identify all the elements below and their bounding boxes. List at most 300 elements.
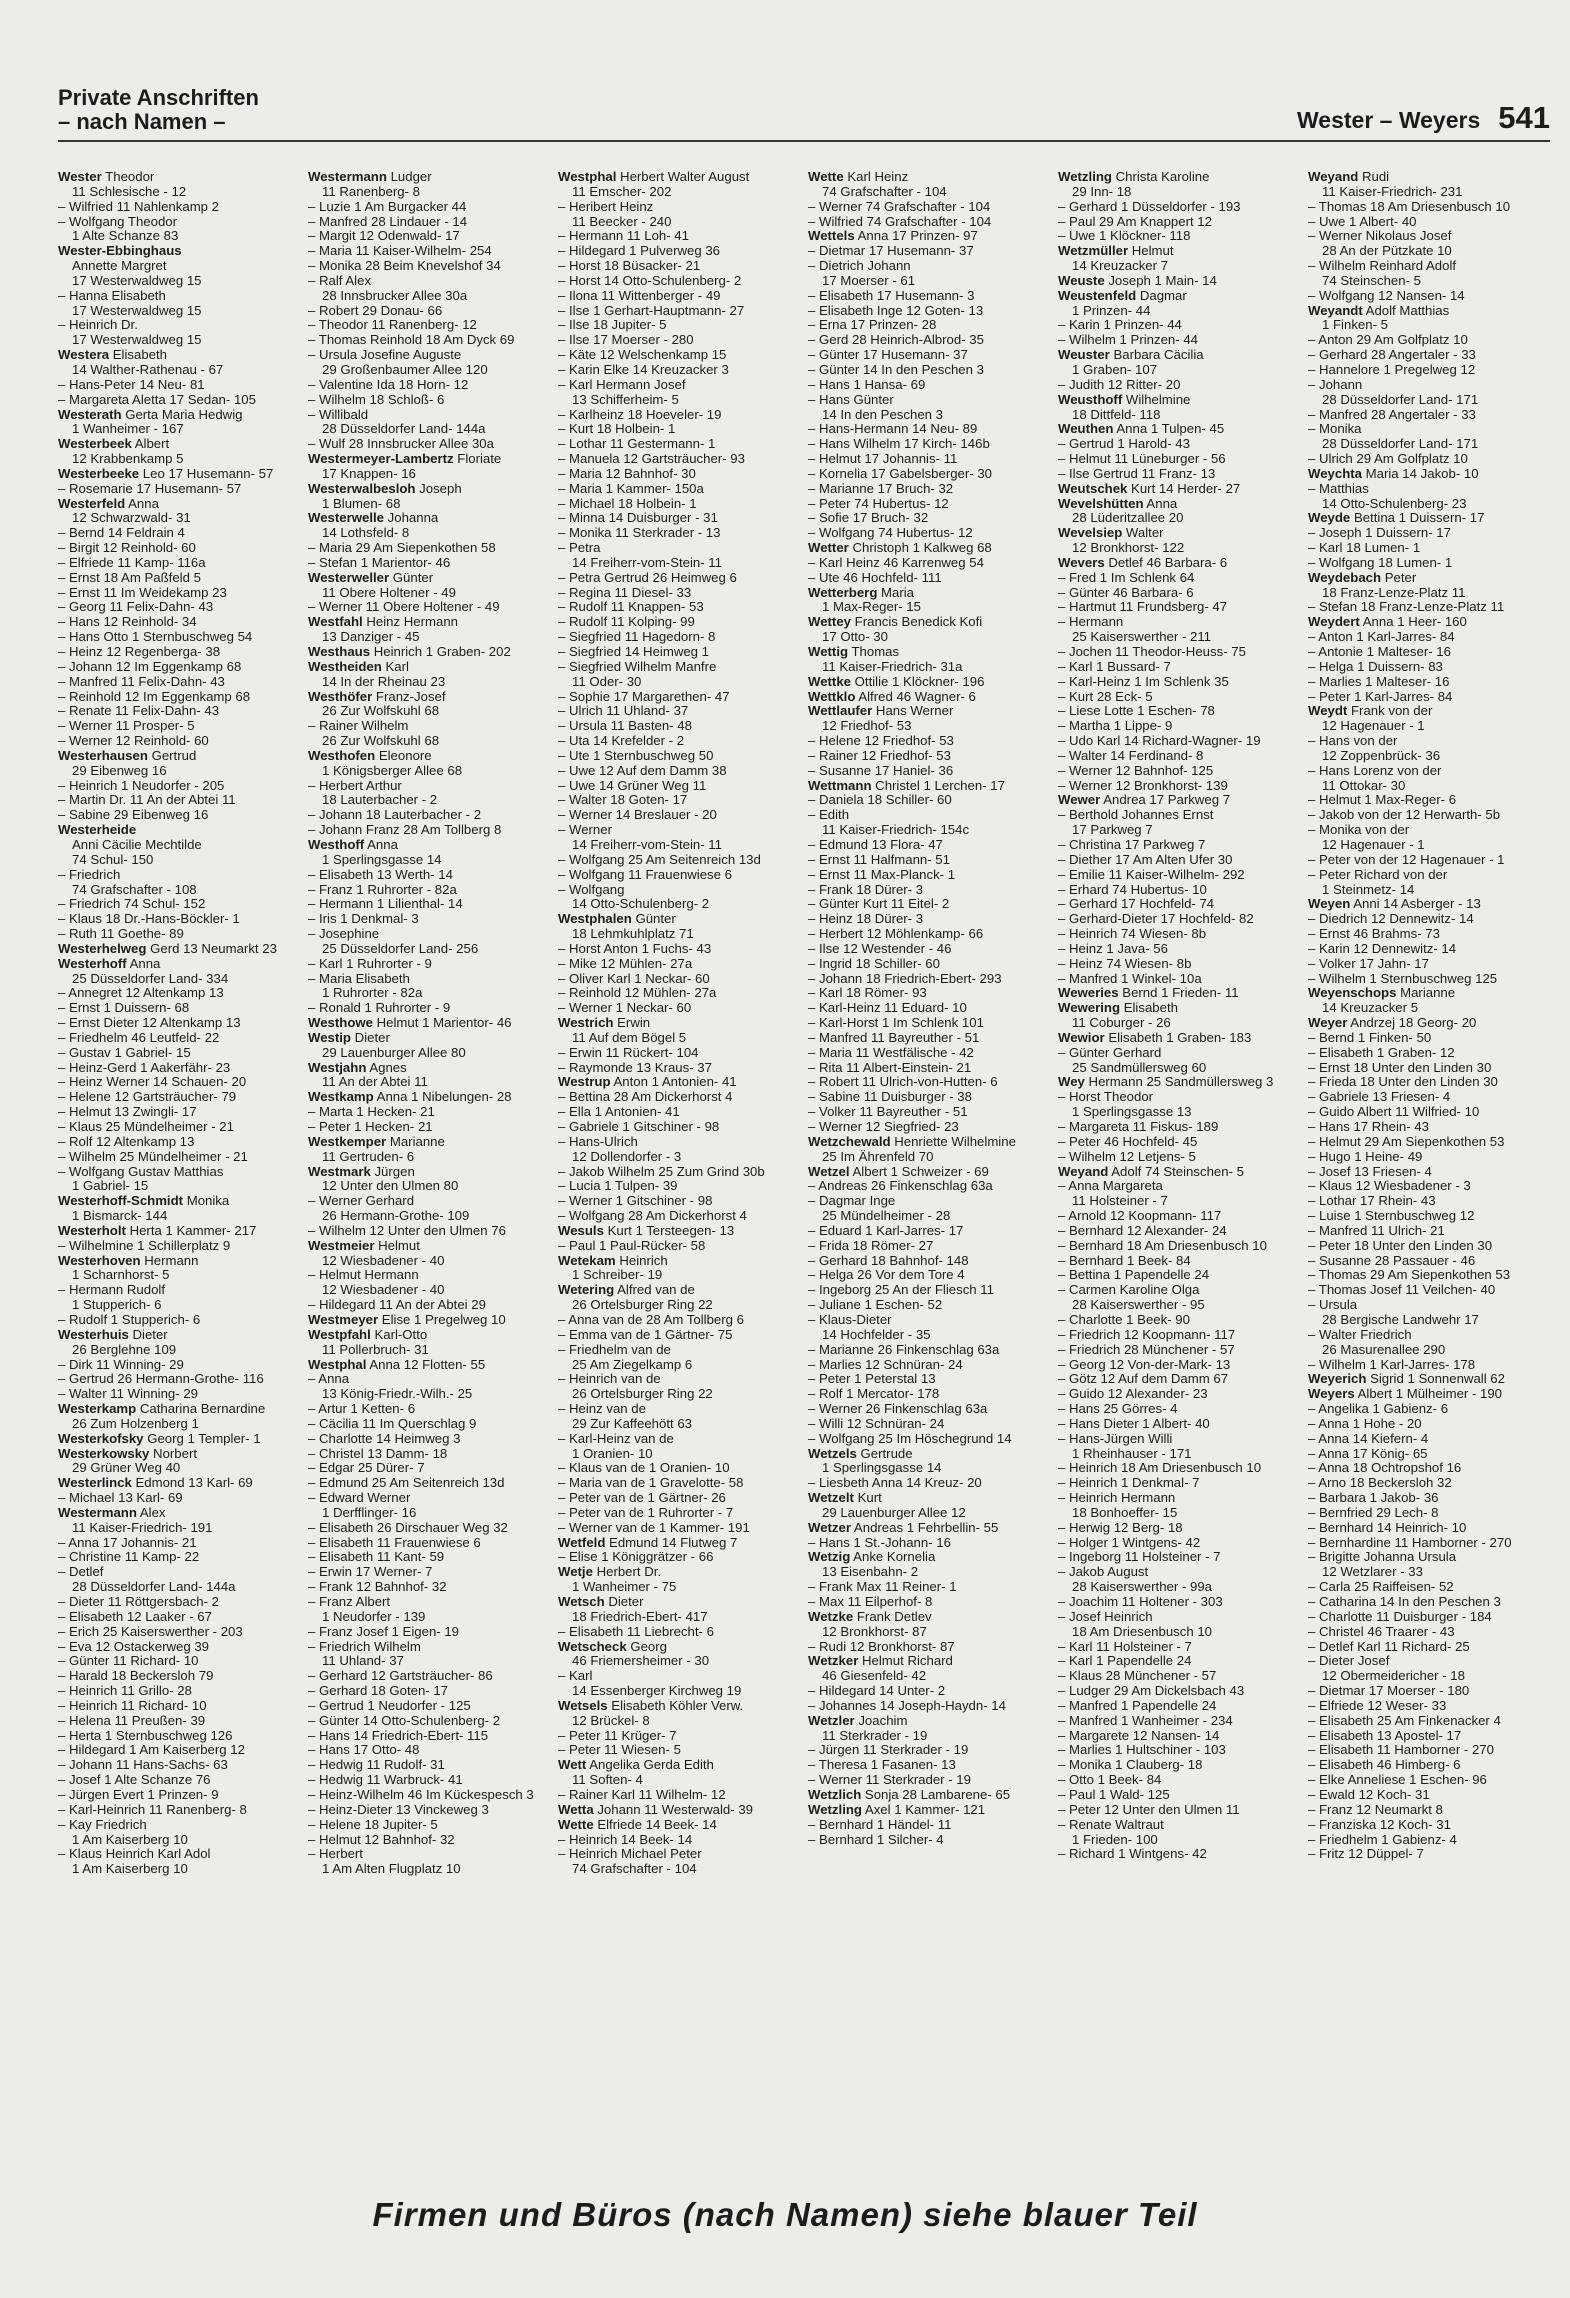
listing-surname: Westheiden [308, 659, 382, 674]
listing-entry: 18 Lauterbacher - 2 [322, 793, 438, 808]
listing-entry: – Franz Josef 1 Eigen- 19 [308, 1624, 460, 1639]
listing-entry: – Bernhard 12 Alexander- 24 [1058, 1223, 1227, 1238]
listing-entry: – Hans Otto 1 Sternbuschweg 54 [58, 630, 253, 645]
listing-entry: Weyde Bettina 1 Duissern- 17 [1308, 511, 1485, 526]
listing-entry: – Erich 25 Kaiserswerther - 203 [58, 1624, 243, 1639]
listing-entry: 12 Friedhof- 53 [822, 719, 912, 734]
listing-entry: Weyen Anni 14 Asberger - 13 [1308, 897, 1481, 912]
listing-entry: Westerhoff Anna [58, 956, 161, 971]
listing-entry: – Helene 12 Gartsträucher- 79 [58, 1090, 237, 1105]
listing-entry: – Volker 17 Jahn- 17 [1308, 956, 1429, 971]
listing-surname: Weyand [1308, 170, 1359, 184]
listing-entry: – Wilhelmine 1 Schillerplatz 9 [58, 1238, 231, 1253]
listing-entry: – Wolfgang 18 Lumen- 1 [1308, 555, 1453, 570]
listing-entry: – Götz 12 Auf dem Damm 67 [1058, 1372, 1229, 1387]
listing-entry: 25 Düsseldorfer Land- 334 [72, 971, 229, 986]
listing-surname: Westerwalbesloh [308, 481, 416, 496]
listing-entry: 1 Frieden- 100 [1072, 1832, 1158, 1847]
listing-entry: – Klaus 12 Wiesbadener - 3 [1308, 1179, 1471, 1194]
listing-entry: – Matthias [1308, 481, 1369, 496]
listing-entry: – Ursula 11 Basten- 48 [558, 719, 692, 734]
listing-entry: – Jakob Wilhelm 25 Zum Grind 30b [558, 1164, 765, 1179]
listing-entry: Wettels Anna 17 Prinzen- 97 [808, 229, 978, 244]
listing-entry: – Fritz 12 Düppel- 7 [1308, 1847, 1424, 1862]
listing-entry: 17 Westerwaldweg 15 [72, 273, 202, 288]
listing-entry: – Thomas Reinhold 18 Am Dyck 69 [308, 333, 515, 348]
listing-entry: – Ludger 29 Am Dickelsbach 43 [1058, 1684, 1245, 1699]
listing-entry: – Heinz van de [558, 1402, 646, 1417]
listing-entry: – Peter van de 1 Ruhrorter - 7 [558, 1505, 734, 1520]
listing-entry: – Elfriede 12 Weser- 33 [1308, 1698, 1447, 1713]
listing-entry: – Josef 1 Alte Schanze 76 [58, 1773, 211, 1788]
listing-entry: 12 Wiesbadener - 40 [322, 1253, 445, 1268]
listing-entry: – Ulrich 29 Am Golfplatz 10 [1308, 452, 1468, 467]
listing-entry: Wewering Elisabeth [1058, 1001, 1178, 1016]
listing-entry: 26 Ortelsburger Ring 22 [572, 1298, 713, 1313]
listing-entry: – Margit 12 Odenwald- 17 [308, 229, 460, 244]
listing-surname: Wetzelt [808, 1491, 854, 1506]
listing-entry: Westkemper Marianne [308, 1134, 445, 1149]
listing-entry: Wetekam Heinrich [558, 1253, 668, 1268]
listing-entry: Wetzelt Kurt [808, 1491, 882, 1506]
listing-surname: Weychta [1308, 466, 1362, 481]
listing-entry: – Lothar 11 Gestermann- 1 [558, 437, 716, 452]
listing-entry: – Horst 14 Otto-Schulenberg- 2 [558, 273, 742, 288]
listing-entry: – Ernst 46 Brahms- 73 [1308, 927, 1440, 942]
listing-surname: Wevers [1058, 555, 1105, 570]
listing-entry: – Johannes 14 Joseph-Haydn- 14 [808, 1698, 1006, 1713]
listing-entry: – Regina 11 Diesel- 33 [558, 585, 692, 600]
listing-surname: Weustenfeld [1058, 288, 1137, 303]
listing-entry: – Thomas Josef 11 Veilchen- 40 [1308, 1283, 1496, 1298]
listing-entry: 28 Innsbrucker Allee 30a [322, 288, 468, 303]
header-rule [58, 140, 1550, 142]
listing-entry: Westerath Gerta Maria Hedwig [58, 407, 243, 422]
listing-entry: – Paul 1 Paul-Rücker- 58 [558, 1238, 706, 1253]
listing-entry: 17 Knappen- 16 [322, 466, 416, 481]
listing-entry: – Annegret 12 Altenkamp 13 [58, 986, 224, 1001]
listing-entry: 11 Gertruden- 6 [322, 1149, 415, 1164]
listing-entry: – Gertrud 1 Harold- 43 [1058, 437, 1190, 452]
listing-entry: – Andreas 26 Finkenschlag 63a [808, 1179, 993, 1194]
listing-entry: 74 Grafschafter - 104 [822, 184, 947, 199]
listing-entry: – Johann [1308, 377, 1363, 392]
listing-entry: 26 Zur Wolfskuhl 68 [322, 704, 440, 719]
listing-entry: 17 Parkweg 7 [1072, 823, 1153, 838]
listing-surname: Wester [58, 170, 102, 184]
listing-entry: – Hans 1 St.-Johann- 16 [808, 1535, 951, 1550]
listing-entry: Wester Theodor [58, 170, 155, 184]
listing-surname: Wettlaufer [808, 704, 873, 719]
listing-entry: – Maria 1 Kammer- 150a [558, 481, 704, 496]
listing-entry: – Hugo 1 Heine- 49 [1308, 1149, 1423, 1164]
listing-entry: – Wolfgang Gustav Matthias [58, 1164, 224, 1179]
listing-entry: Westera Elisabeth [58, 348, 167, 363]
listing-entry: – Werner Nikolaus Josef [1308, 229, 1452, 244]
listing-entry: – Elisabeth 11 Kant- 59 [308, 1550, 445, 1565]
listing-entry: – Arnold 12 Koopmann- 117 [1058, 1209, 1222, 1224]
listing-entry: – Martha 1 Lippe- 9 [1058, 719, 1173, 734]
listing-entry: – Johann 11 Hans-Sachs- 63 [58, 1758, 228, 1773]
listing-entry: 1 Oranien- 10 [572, 1446, 653, 1461]
section-title-line2: – nach Namen – [58, 109, 226, 134]
listing-entry: – Ulrich 11 Uhland- 37 [558, 704, 689, 719]
listing-surname: Westhoff [308, 837, 365, 852]
listing-entry: – Bernhard 14 Heinrich- 10 [1308, 1520, 1467, 1535]
listing-entry: – Ingeborg 25 An der Fliesch 11 [808, 1283, 994, 1298]
listing-entry: Wetzling Christa Karoline [1058, 170, 1210, 184]
listing-surname: Wettig [808, 645, 849, 659]
listing-entry: – Antonie 1 Malteser- 16 [1308, 645, 1451, 659]
listing-surname: Westerkamp [58, 1402, 137, 1417]
listing-entry: – Werner 12 Siegfried- 23 [808, 1120, 959, 1134]
listing-entry: – Horst Anton 1 Fuchs- 43 [558, 941, 712, 956]
listing-entry: – Maria Elisabeth [308, 971, 410, 986]
listing-entry: Westphalen Günter [558, 912, 676, 927]
listing-entry: – Wilhelm 18 Schloß- 6 [308, 392, 445, 407]
listing-surname: Westip [308, 1030, 351, 1045]
listing-entry: 11 Emscher- 202 [572, 184, 672, 199]
listing-entry: 46 Friemersheimer - 30 [572, 1654, 710, 1669]
listing-entry: – Petra Gertrud 26 Heimweg 6 [558, 570, 737, 585]
listing-entry: 11 Beecker - 240 [572, 214, 672, 229]
listing-entry: – Hans-Jürgen Willi [1058, 1431, 1173, 1446]
listing-entry: 14 Hochfelder - 35 [822, 1327, 931, 1342]
listing-entry: 29 Grüner Weg 40 [72, 1461, 181, 1476]
listing-entry: – Wilfried 11 Nahlenkamp 2 [58, 199, 220, 214]
listing-surname: Westphalen [558, 912, 632, 927]
listing-entry: – Liesbeth Anna 14 Kreuz- 20 [808, 1476, 982, 1491]
listing-surname: Weydt [1308, 704, 1348, 719]
listing-entry: – Rolf 1 Mercator- 178 [808, 1387, 940, 1402]
listing-entry: – Klaus 18 Dr.-Hans-Böckler- 1 [58, 912, 240, 927]
listing-entry: – Hans-Peter 14 Neu- 81 [58, 377, 205, 392]
listing-entry: – Monika 28 Beim Knevelshof 34 [308, 259, 501, 274]
listing-entry: Wettmann Christel 1 Lerchen- 17 [808, 778, 1005, 793]
listing-entry: – Käte 12 Welschenkamp 15 [558, 348, 727, 363]
listing-entry: 28 Düsseldorfer Land- 171 [1322, 392, 1479, 407]
listing-entry: – Hans 14 Friedrich-Ebert- 115 [308, 1728, 489, 1743]
listing-entry: Wettig Thomas [808, 645, 900, 659]
listing-entry: – Horst 18 Büsacker- 21 [558, 259, 701, 274]
listing-entry: Westrup Anton 1 Antonien- 41 [558, 1075, 737, 1090]
listing-surname: Wetzel [808, 1164, 850, 1179]
listing-entry: – Ernst 1 Duissern- 68 [58, 1001, 190, 1016]
listing-entry: – Günter 14 Otto-Schulenberg- 2 [308, 1713, 501, 1728]
listing-entry: – Jürgen 11 Sterkrader - 19 [808, 1743, 969, 1758]
listing-entry: – Anna 17 König- 65 [1308, 1446, 1428, 1461]
listing-entry: Wewer Andrea 17 Parkweg 7 [1058, 793, 1231, 808]
listing-entry: – Josef Heinrich [1058, 1609, 1153, 1624]
listing-entry: – Charlotte 11 Duisburger - 184 [1308, 1609, 1492, 1624]
listing-entry: – Wolfgang 11 Frauenwiese 6 [558, 867, 732, 882]
listing-entry: Wetta Johann 11 Westerwald- 39 [558, 1802, 753, 1817]
listing-entry: 28 Lüderitzallee 20 [1072, 511, 1184, 526]
listing-entry: Wettke Ottilie 1 Klöckner- 196 [808, 674, 985, 689]
listing-entry: – Heinrich 1 Neudorfer - 205 [58, 778, 225, 793]
listing-entry: 28 An der Pützkate 10 [1322, 244, 1452, 259]
listing-entry: Weychta Maria 14 Jakob- 10 [1308, 466, 1479, 481]
listing-entry: – Wilhelm Reinhard Adolf [1308, 259, 1457, 274]
listing-entry: Weydt Frank von der [1308, 704, 1433, 719]
listing-entry: – Stefan 1 Marientor- 46 [308, 555, 451, 570]
listing-entry: – Werner 12 Bahnhof- 125 [1058, 763, 1214, 778]
listing-entry: – Hermann 1 Lilienthal- 14 [308, 897, 463, 912]
listing-entry: 18 Bonhoeffer- 15 [1072, 1505, 1178, 1520]
listing-entry: – Gertrud 1 Neudorfer - 125 [308, 1698, 471, 1713]
listing-entry: – Karl-Heinz van de [558, 1431, 674, 1446]
listing-entry: – Berthold Johannes Ernst [1058, 808, 1214, 823]
listing-entry: – Anna 17 Johannis- 21 [58, 1535, 197, 1550]
listing-surname: Weyen [1308, 897, 1351, 912]
listing-surname: Wetzker [808, 1654, 859, 1669]
listing-entry: – Otto 1 Beek- 84 [1058, 1773, 1162, 1788]
listing-entry: – Karl-Horst 1 Im Schlenk 101 [808, 1016, 984, 1031]
listing-entry: 12 Hagenauer - 1 [1322, 837, 1425, 852]
listing-entry: 11 Pollerbruch- 31 [322, 1342, 429, 1357]
listing-surname: Wettklo [808, 689, 856, 704]
listing-entry: – Heinz 12 Regenberga- 38 [58, 645, 221, 659]
listing-entry: – Helmut 11 Lüneburger - 56 [1058, 452, 1226, 467]
listing-entry: – Christel 46 Traarer - 43 [1308, 1624, 1455, 1639]
listing-entry: – Heinrich 1 Denkmal- 7 [1058, 1476, 1200, 1491]
listing-entry: Wetzmüller Helmut [1058, 244, 1174, 259]
listing-surname: Westerhuis [58, 1327, 129, 1342]
listing-entry [58, 244, 304, 259]
listing-surname: Weyer [1308, 1016, 1348, 1031]
listing-surname: Westrich [558, 1016, 614, 1031]
listing-entry: 11 Soften- 4 [572, 1773, 643, 1788]
listing-entry: – Udo Karl 14 Richard-Wagner- 19 [1058, 734, 1261, 749]
listing-entry: – Heinrich 14 Beek- 14 [558, 1832, 693, 1847]
listing-entry: 28 Düsseldorfer Land- 171 [1322, 437, 1479, 452]
listing-entry: – Wilhelm 25 Mündelheimer - 21 [58, 1149, 248, 1164]
listing-entry: – Uwe 1 Klöckner- 118 [1058, 229, 1191, 244]
listing-entry: Wetzling Axel 1 Kammer- 121 [808, 1802, 986, 1817]
listing-surname: Wetter [808, 541, 849, 556]
listing-entry: 1 Blumen- 68 [322, 496, 401, 511]
listing-entry: – Bernhard 18 Am Driesenbusch 10 [1058, 1238, 1267, 1253]
listing-entry: – Guido 12 Alexander- 23 [1058, 1387, 1208, 1402]
listing-entry: 26 Berglehne 109 [72, 1342, 177, 1357]
listing-surname: Wetzlich [808, 1787, 862, 1802]
listing-entry: 1 Prinzen- 44 [1072, 303, 1151, 318]
listing-column-6 [1308, 170, 1554, 2160]
listing-entry: 12 Schwarzwald- 31 [72, 511, 191, 526]
listing-entry: 25 Sandmüllersweg 60 [1072, 1060, 1207, 1075]
section-title-line1: Private Anschriften [58, 85, 259, 110]
listing-entry: – Christine 11 Kamp- 22 [58, 1550, 200, 1565]
listing-entry: – Elisabeth Inge 12 Goten- 13 [808, 303, 984, 318]
listing-surname: Wewer [1058, 793, 1101, 808]
listing-entry: Westerweller Günter [308, 570, 434, 585]
listing-entry: – Dieter 11 Röttgersbach- 2 [58, 1595, 220, 1609]
listing-entry: – Ilse 1 Gerhart-Hauptmann- 27 [558, 303, 745, 318]
listing-entry: – Heinrich Hermann [1058, 1491, 1176, 1506]
listing-entry: 11 Ottokar- 30 [1322, 778, 1406, 793]
listing-entry: – Hedwig 11 Warbruck- 41 [308, 1773, 463, 1788]
listing-entry: – Elfriede 11 Kamp- 116a [58, 555, 206, 570]
listing-entry: – Hartmut 11 Frundsberg- 47 [1058, 600, 1228, 615]
listing-entry: 13 Schifferheim- 5 [572, 392, 679, 407]
listing-entry: – Sabine 11 Duisburger - 38 [808, 1090, 972, 1105]
listing-entry: – Heinrich Dr. [58, 318, 138, 333]
listing-entry: – Sofie 17 Bruch- 32 [808, 511, 929, 526]
listing-entry: – Helmut 13 Zwingli- 17 [58, 1105, 197, 1120]
listing-entry: – Oliver Karl 1 Neckar- 60 [558, 971, 710, 986]
listing-entry: – Anna 18 Ochtropshof 16 [1308, 1461, 1462, 1476]
listing-entry: 25 Kaiserswerther - 211 [1072, 630, 1212, 645]
listing-entry: – Daniela 18 Schiller- 60 [808, 793, 952, 808]
listing-surname: Weydebach [1308, 570, 1382, 585]
listing-entry: – Reinhold 12 Mühlen- 27a [558, 986, 717, 1001]
listing-surname: Westerbeek [58, 437, 132, 452]
listing-entry: – Holger 1 Wintgens- 42 [1058, 1535, 1201, 1550]
listing-entry: Weyand Adolf 74 Steinschen- 5 [1058, 1164, 1244, 1179]
listing-entry: – Friedrich 28 Münchener - 57 [1058, 1342, 1235, 1357]
listing-entry: – Susanne 28 Passauer - 46 [1308, 1253, 1476, 1268]
listing-entry: – Hans 25 Görres- 4 [1058, 1402, 1178, 1417]
listing-surname: Westerweller [308, 570, 390, 585]
listing-entry: – Dirk 11 Winning- 29 [58, 1357, 184, 1372]
listing-entry: – Elisabeth 13 Werth- 14 [308, 867, 453, 882]
listing-entry: Westphal Anna 12 Flotten- 55 [308, 1357, 486, 1372]
listing-surname: Wetscheck [558, 1639, 627, 1654]
listing-entry: – Peter 18 Unter den Linden 30 [1308, 1238, 1493, 1253]
listing-entry: Westmark Jürgen [308, 1164, 415, 1179]
listing-surname: Westhofen [308, 748, 376, 763]
listing-surname: Westerath [58, 407, 122, 422]
listing-entry: – Walter Friedrich [1308, 1327, 1412, 1342]
listing-columns [58, 170, 1554, 2160]
listing-entry: 12 Unter den Ulmen 80 [322, 1179, 459, 1194]
listing-entry: Wewior Elisabeth 1 Graben- 183 [1058, 1030, 1252, 1045]
listing-entry: – Günter 11 Richard- 10 [58, 1654, 199, 1669]
listing-entry: – Georg 12 Von-der-Mark- 13 [1058, 1357, 1231, 1372]
listing-entry: – Peter 11 Krüger- 7 [558, 1728, 677, 1743]
listing-entry: – Uwe 12 Auf dem Damm 38 [558, 763, 727, 778]
listing-surname: Wettke [808, 674, 851, 689]
listing-entry: – Peter 1 Peterstal 13 [808, 1372, 936, 1387]
listing-entry: – Hans 1 Hansa- 69 [808, 377, 926, 392]
listing-entry: – Friedrich Wilhelm [308, 1639, 421, 1654]
listing-entry: Westfahl Heinz Hermann [308, 615, 458, 630]
listing-entry: – Kay Friedrich [58, 1817, 147, 1832]
listing-entry: 74 Schul- 150 [72, 852, 154, 867]
listing-entry: – Bernhard 1 Beek- 84 [1058, 1253, 1191, 1268]
listing-entry: – Siegfried 11 Hagedorn- 8 [558, 630, 716, 645]
listing-entry: – Elisabeth 46 Himberg- 6 [1308, 1758, 1461, 1773]
listing-entry: – Bettina 28 Am Dickerhorst 4 [558, 1090, 733, 1105]
listing-surname: Westkemper [308, 1134, 387, 1149]
listing-entry: Wettlaufer Hans Werner [808, 704, 954, 719]
listing-entry: – Ernst 11 Max-Planck- 1 [808, 867, 956, 882]
listing-entry: – Heinz 18 Dürer- 3 [808, 912, 924, 927]
listing-entry: Westerbeeke Leo 17 Husemann- 57 [58, 466, 274, 481]
listing-entry: – Frank 18 Dürer- 3 [808, 882, 924, 897]
listing-entry: – Frieda 18 Unter den Linden 30 [1308, 1075, 1498, 1090]
listing-entry: Wetfeld Edmund 14 Flutweg 7 [558, 1535, 738, 1550]
listing-entry: Annette Margret [72, 259, 167, 274]
listing-entry: – Detlef Karl 11 Richard- 25 [1308, 1639, 1470, 1654]
listing-entry: – Artur 1 Ketten- 6 [308, 1402, 416, 1417]
listing-entry: – Emma van de 1 Gärtner- 75 [558, 1327, 733, 1342]
page-header-right [1297, 100, 1550, 136]
listing-entry: Wey Hermann 25 Sandmüllersweg 3 [1058, 1075, 1274, 1090]
listing-entry: – Heinz 1 Java- 56 [1058, 941, 1168, 956]
listing-entry: Westerhelweg Gerd 13 Neumarkt 23 [58, 941, 277, 956]
listing-entry: – Gabriele 1 Gitschiner - 98 [558, 1120, 720, 1134]
listing-entry: – Maria 11 Kaiser-Wilhelm- 254 [308, 244, 492, 259]
listing-surname: Wettels [808, 229, 855, 244]
listing-entry: – Klaus Heinrich Karl Adol [58, 1847, 211, 1862]
listing-surname: Weyenschops [1308, 986, 1397, 1001]
listing-entry: – Eva 12 Ostackerweg 39 [58, 1639, 210, 1654]
listing-entry: – Siegfried 14 Heimweg 1 [558, 645, 710, 659]
listing-entry: – Jakob von der 12 Herwarth- 5b [1308, 808, 1501, 823]
listing-entry: 14 Freiherr-vom-Stein- 11 [572, 555, 722, 570]
listing-entry: – Gerhard 18 Bahnhof- 148 [808, 1253, 969, 1268]
listing-entry: – Anton 1 Karl-Jarres- 84 [1308, 630, 1455, 645]
listing-entry: – Wolfgang 12 Nansen- 14 [1308, 288, 1465, 303]
listing-entry: Wette Karl Heinz [808, 170, 909, 184]
listing-entry: 1 Gabriel- 15 [72, 1179, 149, 1194]
listing-surname: Wette [808, 170, 844, 184]
listing-entry: 12 Bronkhorst- 87 [822, 1624, 927, 1639]
listing-entry: Westrich Erwin [558, 1016, 651, 1031]
listing-entry: – Peter 1 Karl-Jarres- 84 [1308, 689, 1453, 704]
listing-entry: – Barbara 1 Jakob- 36 [1308, 1491, 1439, 1506]
listing-entry: – Wilhelm 1 Karl-Jarres- 178 [1308, 1357, 1476, 1372]
listing-entry: – Raymonde 13 Kraus- 37 [558, 1060, 712, 1075]
listing-surname: Wetzler [808, 1713, 855, 1728]
listing-entry: 12 Bronkhorst- 122 [1072, 541, 1185, 556]
listing-entry: Westerkamp Catharina Bernardine [58, 1402, 266, 1417]
listing-entry: 14 In den Peschen 3 [822, 407, 943, 422]
listing-entry: – Hermann [1058, 615, 1124, 630]
listing-entry: – Elisabeth 11 Hamborner - 270 [1308, 1743, 1494, 1758]
listing-entry: – Anna Margareta [1058, 1179, 1163, 1194]
listing-entry: Westerbeek Albert [58, 437, 170, 452]
listing-entry: – Theresa 1 Fasanen- 13 [808, 1758, 956, 1773]
listing-entry: – Bernhard 1 Silcher- 4 [808, 1832, 944, 1847]
listing-entry: 46 Giesenfeld- 42 [822, 1669, 927, 1684]
listing-entry: 1 Am Kaiserberg 10 [72, 1832, 188, 1847]
listing-surname: Westmeier [308, 1238, 375, 1253]
listing-entry: – Werner 74 Grafschafter - 104 [808, 199, 991, 214]
listing-entry: – Hans Lorenz von der [1308, 763, 1442, 778]
listing-entry: – Hannelore 1 Pregelweg 12 [1308, 362, 1476, 377]
listing-entry: – Günter 17 Husemann- 37 [808, 348, 968, 363]
listing-entry: – Marianne 26 Finkenschlag 63a [808, 1342, 1000, 1357]
listing-entry: 14 Essenberger Kirchweg 19 [572, 1684, 742, 1699]
listing-entry: 14 In der Rheinau 23 [322, 674, 446, 689]
listing-entry: – Ernst 18 Unter den Linden 30 [1308, 1060, 1492, 1075]
listing-entry: Westhoff Anna [308, 837, 398, 852]
listing-entry: – Maria van de 1 Gravelotte- 58 [558, 1476, 744, 1491]
listing-entry: Westermann Alex [58, 1505, 166, 1520]
listing-surname: Westerhoven [58, 1253, 141, 1268]
listing-entry: 11 Kaiser-Friedrich- 31a [822, 659, 963, 674]
listing-entry: – Heinrich 18 Am Driesenbusch 10 [1058, 1461, 1262, 1476]
listing-entry: 28 Düsseldorfer Land- 144a [322, 422, 486, 437]
listing-entry: – Klaus 25 Mündelheimer - 21 [58, 1120, 234, 1134]
listing-surname: Wetekam [558, 1253, 616, 1268]
listing-entry: – Monika von der [1308, 823, 1410, 838]
listing-entry: – Hanna Elisabeth [58, 288, 166, 303]
listing-surname: Westermann [308, 170, 387, 184]
listing-entry: Westjahn Agnes [308, 1060, 407, 1075]
